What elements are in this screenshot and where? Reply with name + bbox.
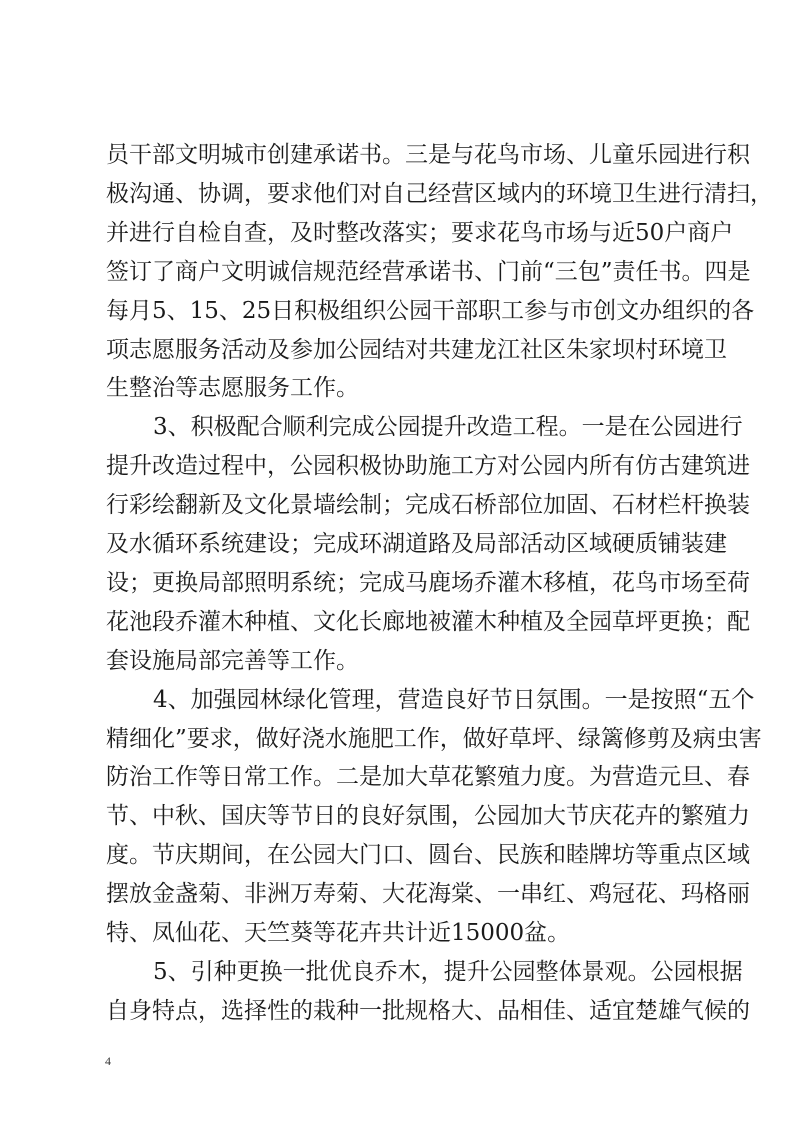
- text-line: 项志愿服务活动及参加公园结对共建龙江社区朱家坝村环境卫: [106, 337, 727, 363]
- text-line: 自身特点，选择性的栽种一批规格大、品相佳、适宜楚雄气候的: [106, 998, 750, 1024]
- text-line: 及水循环系统建设；完成环湖道路及局部活动区域硬质铺装建: [106, 531, 727, 557]
- text-line: 极沟通、协调，要求他们对自己经营区域内的环境卫生进行清扫，: [106, 181, 773, 207]
- text-line: 设；更换局部照明系统；完成马鹿场乔灌木移植，花鸟市场至荷: [106, 570, 750, 596]
- text-line: 并进行自检自查，及时整改落实；要求花鸟市场与近50户商户: [106, 220, 734, 246]
- text-line: 节、中秋、国庆等节日的良好氛围，公园加大节庆花卉的繁殖力: [106, 803, 750, 829]
- text-line: 5、引种更换一批优良乔木，提升公园整体景观。公园根据: [153, 959, 743, 985]
- text-line: 3、积极配合顺利完成公园提升改造工程。一是在公园进行: [153, 414, 743, 440]
- text-line: 套设施局部完善等工作。: [106, 648, 359, 674]
- text-line: 特、凤仙花、天竺葵等花卉共计近15000盆。: [106, 920, 571, 946]
- text-line: 精细化”要求，做好浇水施肥工作，做好草坪、绿篱修剪及病虫害: [106, 726, 762, 752]
- text-line: 花池段乔灌木种植、文化长廊地被灌木种植及全园草坪更换；配: [106, 609, 750, 635]
- text-line: 生整治等志愿服务工作。: [106, 375, 359, 401]
- text-line: 提升改造过程中，公园积极协助施工方对公园内所有仿古建筑进: [106, 453, 750, 479]
- text-line: 签订了商户文明诚信规范经营承诺书、门前“三包”责任书。四是: [106, 259, 751, 285]
- text-line: 员干部文明城市创建承诺书。三是与花鸟市场、儿童乐园进行积: [106, 142, 750, 168]
- text-line: 4、加强园林绿化管理，营造良好节日氛围。一是按照“五个: [153, 687, 755, 713]
- text-line: 度。节庆期间，在公园大门口、圆台、民族和睦牌坊等重点区域: [106, 842, 750, 868]
- text-line: 每月5、15、25日积极组织公园干部职工参与市创文办组织的各: [106, 298, 755, 324]
- text-line: 摆放金盏菊、非洲万寿菊、大花海棠、一串红、鸡冠花、玛格丽: [106, 881, 750, 907]
- text-line: 防治工作等日常工作。二是加大草花繁殖力度。为营造元旦、春: [106, 764, 750, 790]
- text-line: 行彩绘翻新及文化景墙绘制；完成石桥部位加固、石材栏杆换装: [106, 492, 750, 518]
- page-number: 4: [105, 1054, 111, 1068]
